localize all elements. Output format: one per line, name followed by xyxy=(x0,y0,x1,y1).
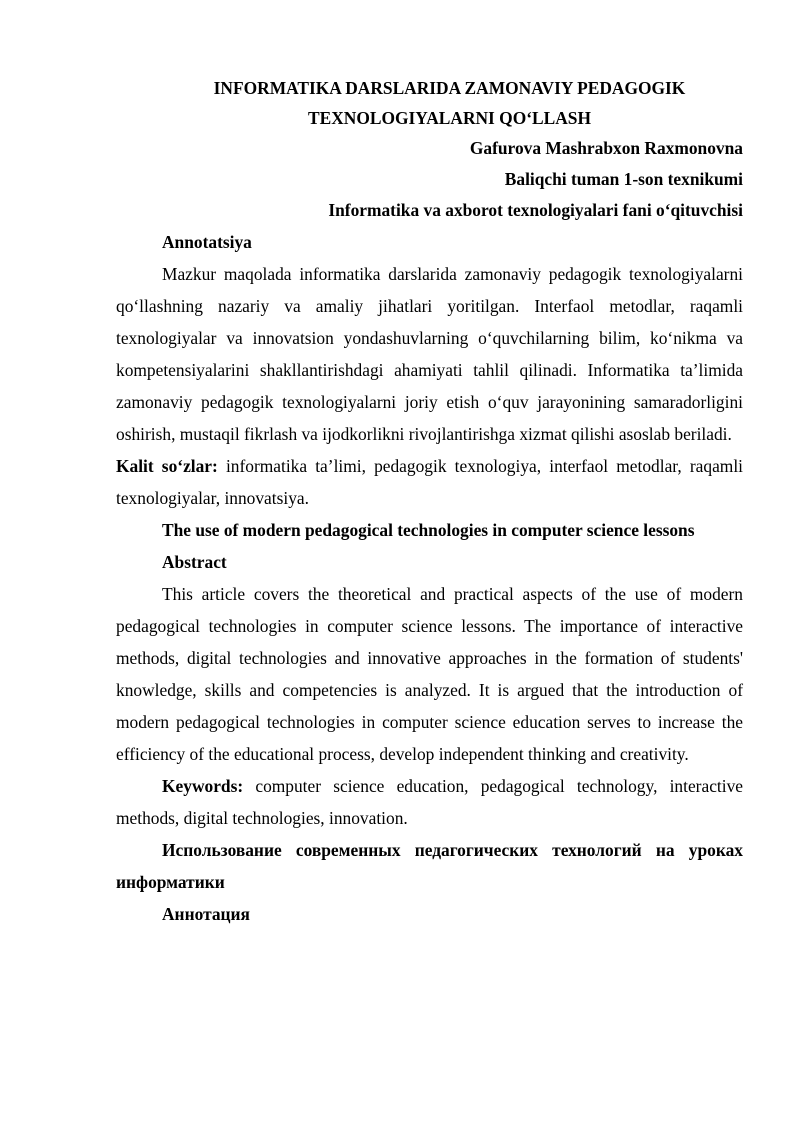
ru-title: Использование современных педагогических технологий на уроках информатики xyxy=(116,840,743,892)
en-keywords xyxy=(116,770,743,834)
document-body xyxy=(116,73,743,930)
uz-keywords-label: Kalit so‘zlar: xyxy=(116,456,218,476)
en-abstract-text: This article covers the theoretical and practical aspects of the use of modern pedagogical technologies in computer science lessons. The importance of interactive methods, digital technologies and innovative approaches in the formation of students' knowledge, skills and competencies is analyzed. It is argued that the introduction of modern pedagogical technologies in computer science education serves to increase the efficiency of the educational process, develop independent thinking and creativity. xyxy=(116,584,743,764)
uz-abstract-text: Mazkur maqolada informatika darslarida zamonaviy pedagogik texnologiyalarni qo‘llashning nazariy va amaliy jihatlari yoritilgan. Interfaol metodlar, raqamli texnologiyalar va innovatsion yondashuvlarning o‘quvchilarning bilim, ko‘nikma va kompetensiyalarini shakllantirishdagi ahamiyati tahlil qilinadi. Informatika ta’limida zamonaviy pedagogik texnologiyalarni joriy etish o‘quv jarayonining samaradorligini oshirish, mustaqil fikrlash va ijodkorlikni rivojlantirishga xizmat qilishi asoslab beriladi. xyxy=(116,264,743,444)
en-title: The use of modern pedagogical technologies in computer science lessons xyxy=(162,520,695,540)
en-keywords-label: Keywords: xyxy=(162,776,244,796)
author-institution: Baliqchi tuman 1-son texnikumi xyxy=(504,169,743,189)
author-position: Informatika va axborot texnologiyalari fani o‘qituvchisi xyxy=(328,200,743,220)
en-keywords-text: computer science education, pedagogical technology, interactive methods, digital technologies, innovation. xyxy=(116,776,743,828)
uz-abstract-heading: Annotatsiya xyxy=(162,232,252,252)
article-title-line-1: INFORMATIKA DARSLARIDA ZAMONAVIY PEDAGOGIK xyxy=(213,78,686,98)
article-title-line-2: TEXNOLOGIYALARNI QO‘LLASH xyxy=(308,108,591,128)
uz-keywords xyxy=(116,450,743,514)
author-name: Gafurova Mashrabxon Raxmonovna xyxy=(469,138,743,158)
ru-abstract-heading: Аннотация xyxy=(162,904,250,924)
en-abstract-heading: Abstract xyxy=(162,552,227,572)
article-title xyxy=(116,73,743,133)
uz-keywords-text: informatika ta’limi, pedagogik texnologiya, interfaol metodlar, raqamli texnologiyalar, innovatsiya. xyxy=(116,456,743,508)
